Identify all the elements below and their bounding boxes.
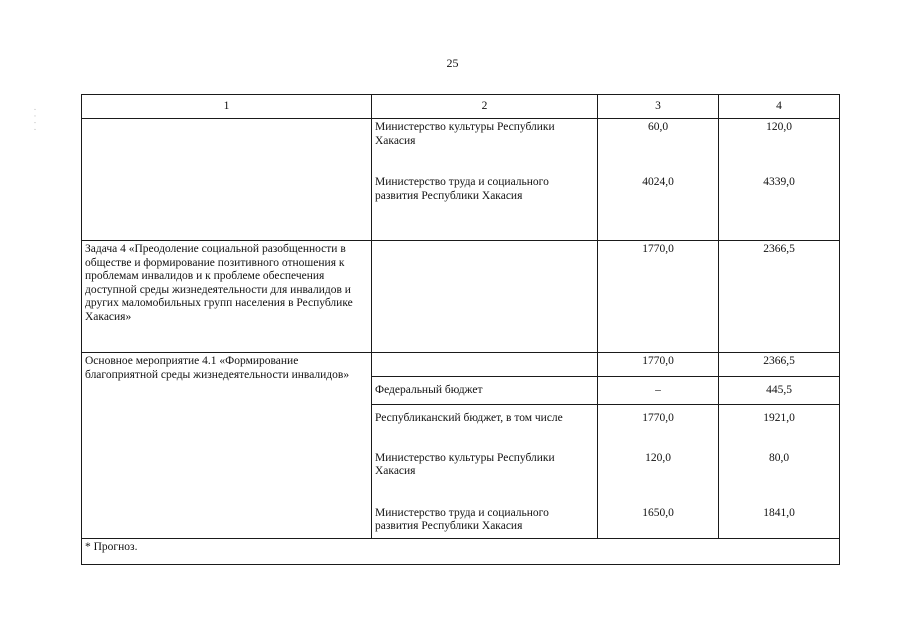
source-text: Министерство труда и социального развития Республики Хакасия xyxy=(375,176,549,202)
value-text: 1921,0 xyxy=(763,412,795,424)
value-text: 120,0 xyxy=(766,121,792,133)
table-row xyxy=(82,353,840,377)
value-text: 1650,0 xyxy=(642,507,674,520)
value-cell-3 xyxy=(598,405,719,539)
table-row xyxy=(82,241,840,353)
measure-title-cell: Основное мероприятие 4.1 «Формирование благоприятной среды жизнедеятельности инвалидов» xyxy=(82,353,372,539)
table-row xyxy=(82,119,840,241)
value-text: 1770,0 xyxy=(642,412,674,424)
source-cell xyxy=(372,119,598,241)
value-text: 80,0 xyxy=(768,451,790,464)
source-cell: Федеральный бюджет xyxy=(372,377,598,405)
value-cell-4: 445,5 xyxy=(719,377,840,405)
value-cell-3: 1770,0 xyxy=(598,353,719,377)
value-cell-4: 2366,5 xyxy=(719,353,840,377)
value-cell-4 xyxy=(719,119,840,241)
source-cell xyxy=(372,241,598,353)
empty-cell xyxy=(82,119,372,241)
value-text: 1841,0 xyxy=(763,507,795,520)
value-text: 60,0 xyxy=(647,121,669,133)
header-col-3: 3 xyxy=(598,95,719,119)
value-cell-3 xyxy=(598,119,719,241)
value-text: 120,0 xyxy=(645,451,671,464)
source-cell xyxy=(372,405,598,539)
header-col-4: 4 xyxy=(719,95,840,119)
source-text: Министерство культуры Республики Хакасия xyxy=(375,121,555,147)
value-text: 4024,0 xyxy=(642,175,674,188)
source-cell xyxy=(372,353,598,377)
header-col-1: 1 xyxy=(82,95,372,119)
value-cell-3: 1770,0 xyxy=(598,241,719,353)
footnote-row xyxy=(82,539,840,565)
footnote: * Прогноз. xyxy=(82,539,840,565)
page-number: 25 xyxy=(446,56,459,70)
source-text: Министерство культуры Республики Хакасия xyxy=(375,451,555,478)
header-row xyxy=(82,95,840,119)
scan-artifact: · · · · xyxy=(30,108,39,132)
task-title-cell: Задача 4 «Преодоление социальной разобщенности в обществе и формирование позитивного отношения к проблемам инвалидов и к проблеме обеспечения доступной среды жизнедеятельности для инвалидов и других маломобильных групп населения в Республике Хакасия» xyxy=(82,241,372,353)
source-text: Республиканский бюджет, в том числе xyxy=(375,412,563,424)
header-col-2: 2 xyxy=(372,95,598,119)
value-text: 4339,0 xyxy=(763,175,795,188)
budget-table xyxy=(81,94,840,565)
value-cell-4: 2366,5 xyxy=(719,241,840,353)
source-text: Министерство труда и социального развития Республики Хакасия xyxy=(375,506,549,533)
value-cell-4 xyxy=(719,405,840,539)
value-cell-3: – xyxy=(598,377,719,405)
